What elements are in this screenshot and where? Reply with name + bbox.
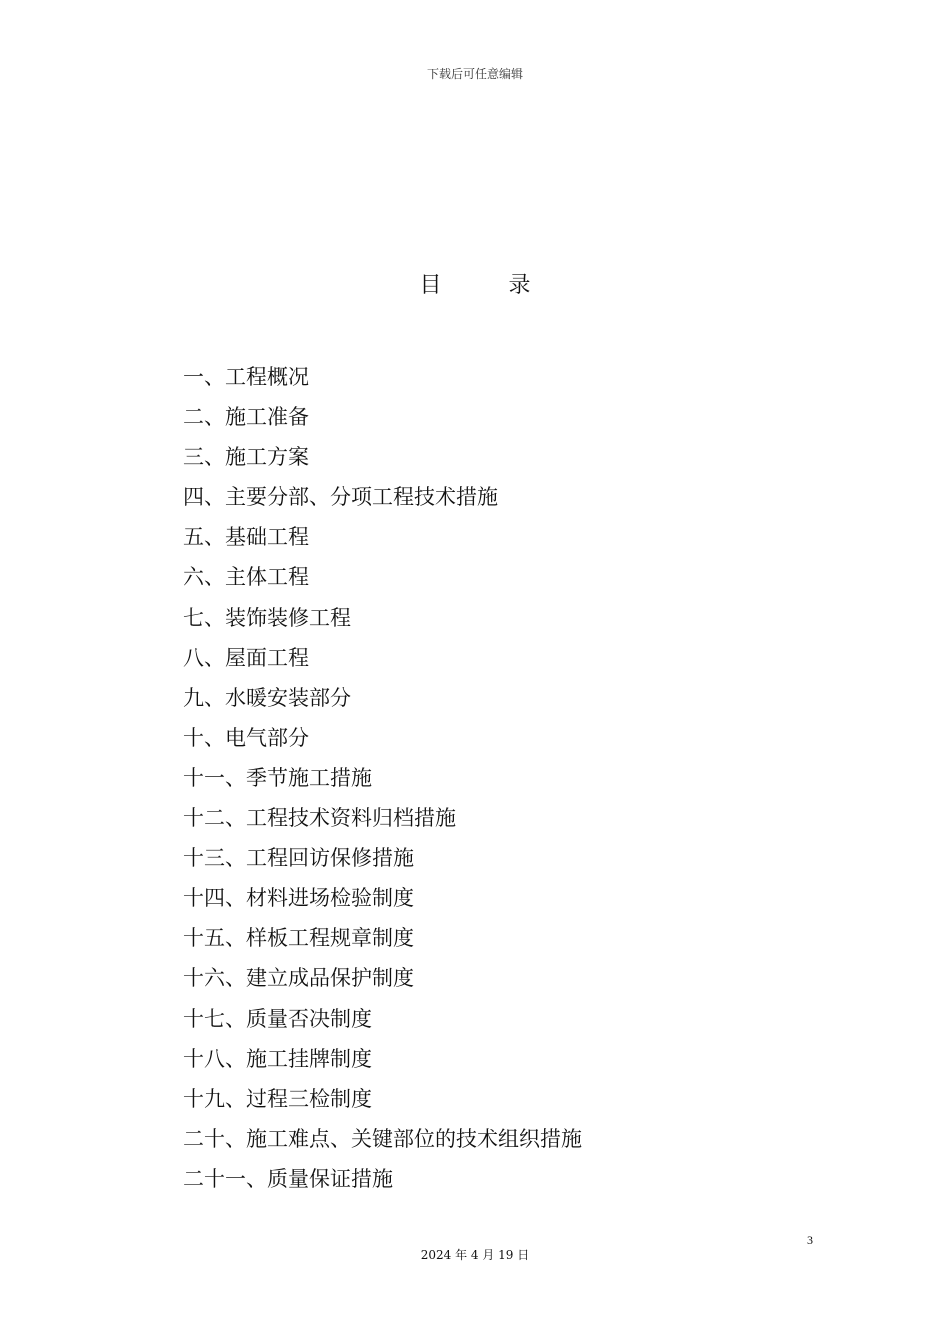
toc-item: 九、水暖安装部分: [183, 685, 351, 710]
toc-item: 十四、材料进场检验制度: [183, 886, 414, 911]
page-number: 3: [807, 1233, 813, 1247]
page-title: [0, 270, 950, 302]
toc-item: 二、施工准备: [183, 405, 309, 430]
toc-item: 三、施工方案: [183, 445, 309, 470]
toc-item: 四、主要分部、分项工程技术措施: [183, 485, 498, 510]
toc-item: 十二、工程技术资料归档措施: [183, 806, 456, 831]
toc-item: 八、屋面工程: [183, 645, 309, 670]
table-of-contents: [183, 357, 582, 1199]
toc-item: 十六、建立成品保护制度: [183, 966, 414, 991]
toc-item: 一、工程概况: [183, 365, 309, 389]
title-char-lu: 录: [508, 273, 531, 298]
toc-item: 二十、施工难点、关键部位的技术组织措施: [183, 1126, 582, 1151]
footer-date: 2024 年 4 月 19 日: [420, 1248, 530, 1262]
toc-item: 十一、季节施工措施: [183, 765, 372, 790]
page-header: 下载后可任意编辑: [426, 67, 523, 81]
toc-item: 十、电气部分: [183, 725, 309, 750]
toc-item: 十三、工程回访保修措施: [183, 846, 414, 871]
toc-item: 七、装饰装修工程: [183, 605, 351, 630]
toc-item: 十七、质量否决制度: [183, 1006, 372, 1031]
toc-item: 十八、施工挂牌制度: [183, 1046, 372, 1071]
toc-item: 六、主体工程: [183, 565, 309, 590]
toc-item: 十五、样板工程规章制度: [183, 926, 414, 951]
toc-item: 五、基础工程: [183, 525, 309, 550]
title-char-mu: 目: [419, 273, 442, 298]
toc-item: 十九、过程三检制度: [183, 1086, 372, 1111]
toc-item: 二十一、质量保证措施: [183, 1166, 393, 1191]
